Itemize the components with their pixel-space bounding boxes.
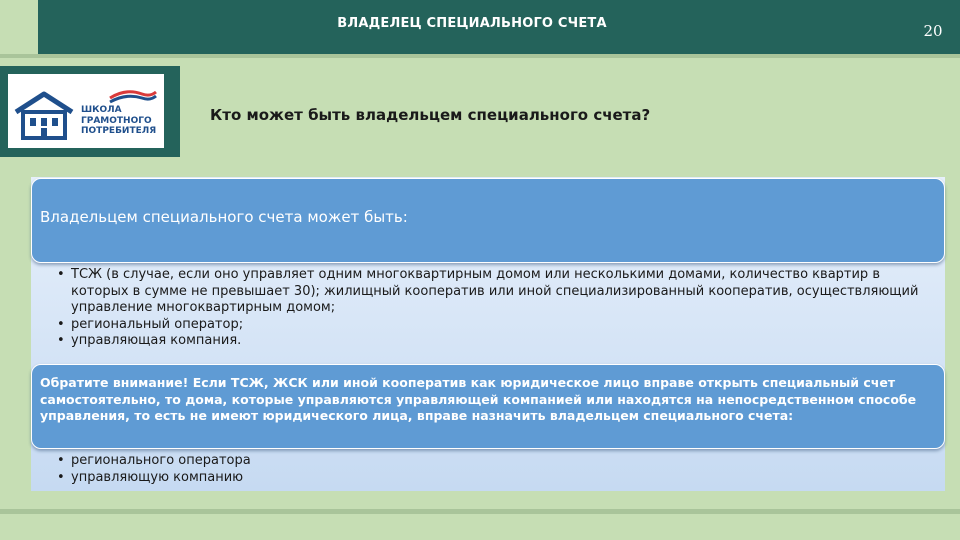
- list-item: • регионального оператора: [57, 453, 932, 470]
- list-item: • управляющую компанию: [57, 470, 932, 487]
- slide-number: 20: [906, 0, 960, 54]
- owner-definition-text: Владельцем специального счета может быть:: [40, 208, 408, 226]
- building-icon: [14, 82, 74, 142]
- attention-box: [31, 364, 945, 449]
- header-bar: [38, 0, 906, 54]
- logo-block: [0, 66, 180, 157]
- list-item: • региональный оператор;: [57, 317, 932, 334]
- attention-text: Обратите внимание! Если ТСЖ, ЖСК или иной кооператив как юридическое лицо вправе открыть специальный счет самостоятельно, то дома, которые управляются управляющей компанией или находятся на непосредственном способе управления, то есть не имеют юридического лица, вправе назначить владельцем специального счета:: [40, 375, 917, 423]
- question-heading: Кто может быть владельцем специального счета?: [210, 106, 651, 124]
- logo: [8, 74, 164, 148]
- flag-ribbon-icon: [108, 88, 158, 104]
- bottom-divider-stripe: [0, 509, 960, 514]
- appoint-list: [57, 453, 932, 486]
- top-divider-stripe: [0, 54, 960, 58]
- logo-line: ШКОЛА: [81, 105, 122, 115]
- owner-list: [57, 267, 932, 350]
- list-item: • управляющая компания.: [57, 333, 932, 350]
- logo-line: ГРАМОТНОГО: [81, 115, 152, 126]
- logo-line: ПОТРЕБИТЕЛЯ: [81, 126, 157, 136]
- logo-text: [81, 105, 163, 137]
- page-title: ВЛАДЕЛЕЦ СПЕЦИАЛЬНОГО СЧЕТА: [337, 16, 607, 31]
- list-item: • ТСЖ (в случае, если оно управляет одним многоквартирным домом или несколькими домами, количество квартир в которых в сумме не превышает 30); жилищный кооператив или иной специализированный кооператив, осуществляющий управление многоквартирным домом;: [57, 267, 932, 317]
- owner-definition-box: [31, 178, 945, 263]
